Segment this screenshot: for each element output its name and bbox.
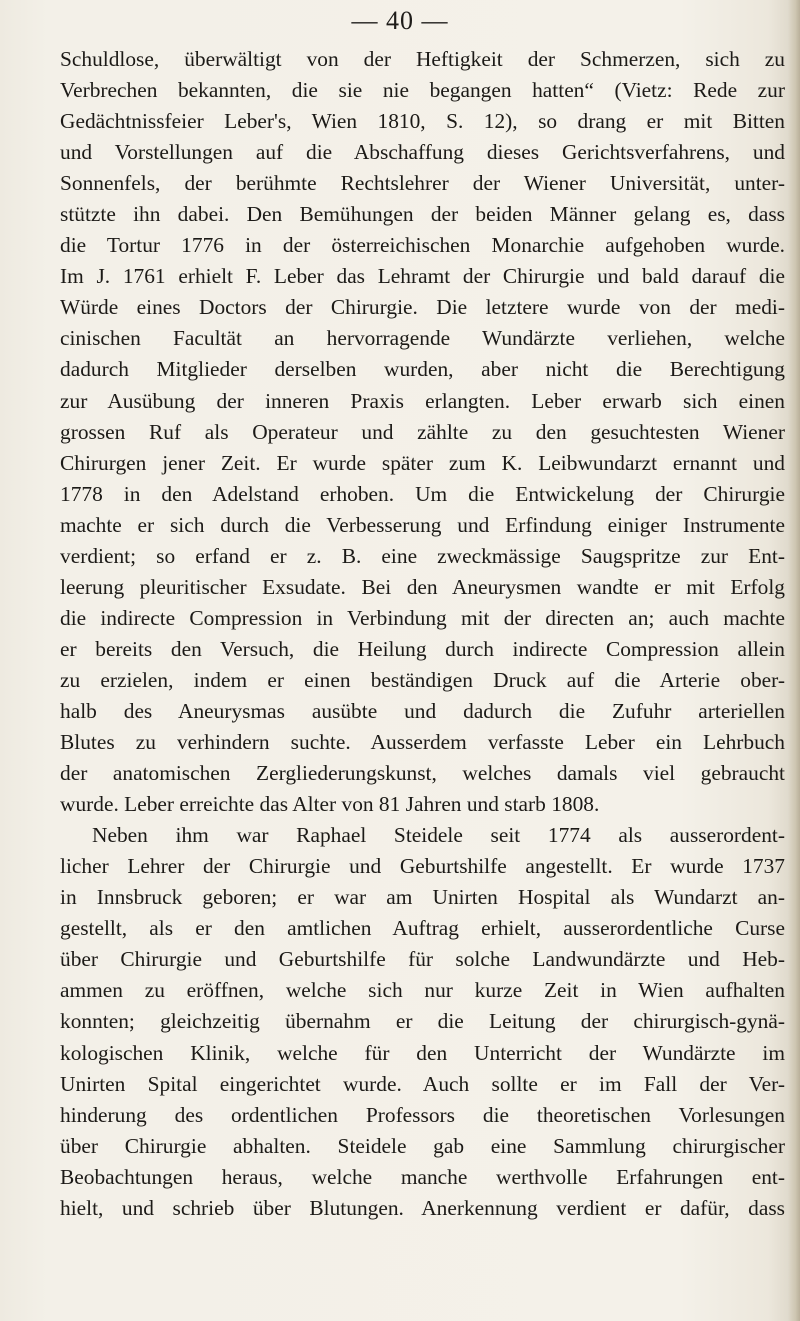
text-line: hielt, und schrieb über Blutungen. Anerkennung verdient er dafür, dass <box>60 1195 785 1220</box>
text-line: er bereits den Versuch, die Heilung durch indirecte Compression allein <box>60 636 785 661</box>
text-line: leerung pleuritischer Exsudate. Bei den Aneurysmen wandte er mit Erfolg <box>60 574 785 599</box>
text-line: in Innsbruck geboren; er war am Unirten Hospital als Wundarzt an- <box>60 885 785 910</box>
page-edge-shadow <box>788 0 800 1321</box>
text-line: wurde. Leber erreichte das Alter von 81 Jahren und starb 1808. <box>60 792 600 817</box>
text-line: Schuldlose, überwältigt von der Heftigkeit der Schmerzen, sich zu <box>60 47 785 71</box>
text-line: Blutes zu verhindern suchte. Ausserdem verfasste Leber ein Lehrbuch <box>60 730 785 755</box>
text-line: zur Ausübung der inneren Praxis erlangten. Leber erwarb sich einen <box>60 388 785 413</box>
text-line: hinderung des ordentlichen Professors die theoretischen Vorlesungen <box>60 1102 785 1127</box>
paragraph-start-line: Neben ihm war Raphael Steidele seit 1774 als ausserordent- <box>92 823 785 848</box>
text-line: verdient; so erfand er z. B. eine zweckmässige Saugspritze zur Ent- <box>60 543 785 568</box>
text-line: Verbrechen bekannten, die sie nie begangen hatten“ (Vietz: Rede zur <box>60 78 785 103</box>
text-line: Chirurgen jener Zeit. Er wurde später zum K. Leibwundarzt ernannt und <box>60 450 785 475</box>
text-line: über Chirurgie und Geburtshilfe für solche Landwundärzte und Heb- <box>60 947 785 972</box>
text-line: die indirecte Compression in Verbindung mit der directen an; auch machte <box>60 605 785 630</box>
text-line: über Chirurgie abhalten. Steidele gab eine Sammlung chirurgischer <box>60 1133 785 1158</box>
text-line: gestellt, als er den amtlichen Auftrag erhielt, ausserordentliche Curse <box>60 916 785 941</box>
text-line: die Tortur 1776 in der österreichischen Monarchie aufgehoben wurde. <box>60 233 785 258</box>
text-line: dadurch Mitglieder derselben wurden, aber nicht die Berechtigung <box>60 357 785 382</box>
text-line: stützte ihn dabei. Den Bemühungen der beiden Männer gelang es, dass <box>60 202 785 227</box>
text-line: halb des Aneurysmas ausübte und dadurch die Zufuhr arteriellen <box>60 698 785 723</box>
text-line: ammen zu eröffnen, welche sich nur kurze Zeit in Wien aufhalten <box>60 978 785 1003</box>
text-line: konnten; gleichzeitig übernahm er die Leitung der chirurgisch-gynä- <box>60 1009 785 1034</box>
text-line: machte er sich durch die Verbesserung und Erfindung einiger Instrumente <box>60 512 785 537</box>
text-line: und Vorstellungen auf die Abschaffung dieses Gerichtsverfahrens, und <box>60 140 785 165</box>
body-text <box>60 44 785 1224</box>
text-line: cinischen Facultät an hervorragende Wundärzte verliehen, welche <box>60 326 785 351</box>
text-line: Würde eines Doctors der Chirurgie. Die letztere wurde von der medi- <box>60 295 785 320</box>
text-line: zu erzielen, indem er einen beständigen Druck auf die Arterie ober- <box>60 667 785 692</box>
text-line: 1778 in den Adelstand erhoben. Um die Entwickelung der Chirurgie <box>60 481 785 506</box>
text-line: Gedächtnissfeier Leber's, Wien 1810, S. 12), so drang er mit Bitten <box>60 109 785 134</box>
text-line: licher Lehrer der Chirurgie und Geburtshilfe angestellt. Er wurde 1737 <box>60 854 785 879</box>
text-line: Sonnenfels, der berühmte Rechtslehrer der Wiener Universität, unter- <box>60 171 785 196</box>
text-line: kologischen Klinik, welche für den Unterricht der Wundärzte im <box>60 1040 785 1065</box>
text-line: der anatomischen Zergliederungskunst, welches damals viel gebraucht <box>60 761 785 786</box>
text-line: grossen Ruf als Operateur und zählte zu den gesuchtesten Wiener <box>60 419 785 444</box>
page-number: — 40 — <box>351 6 449 35</box>
text-line: Im J. 1761 erhielt F. Leber das Lehramt der Chirurgie und bald darauf die <box>60 264 785 289</box>
text-line: Unirten Spital eingerichtet wurde. Auch sollte er im Fall der Ver- <box>60 1071 785 1096</box>
text-line: Beobachtungen heraus, welche manche werthvolle Erfahrungen ent- <box>60 1164 785 1189</box>
